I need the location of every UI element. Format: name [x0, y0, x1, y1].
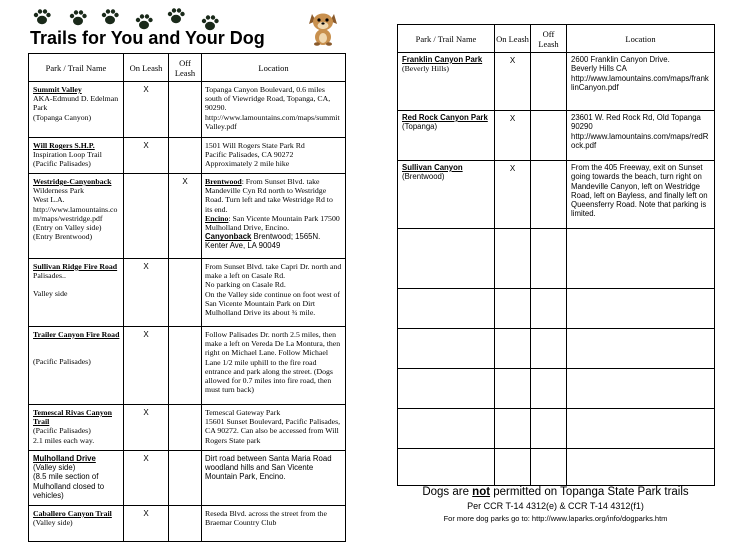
location-text: On the Valley side continue on foot west of San Vicente Mountain Park on Dirt Mulholland Drive its about ¾ mile. — [205, 289, 340, 318]
column-header-location: Location — [202, 54, 346, 82]
page-title: Trails for You and Your Dog — [30, 28, 265, 48]
location-cell — [202, 506, 346, 542]
empty-table-row — [398, 229, 715, 289]
trail-name-cell — [29, 405, 124, 451]
map-url: http://www.lamountains.com/maps/summitValley.pdf — [205, 112, 340, 131]
table-row — [29, 174, 346, 259]
table-row — [398, 53, 715, 111]
column-header-location: Location — [567, 25, 715, 53]
dog-cartoon-icon — [306, 8, 340, 46]
trail-name-cell — [398, 53, 495, 111]
location-text: Approximately 2 mile hike — [205, 159, 290, 169]
empty-table-row — [398, 369, 715, 409]
trail-detail: (8.5 mile section of Mulholland closed to vehicles) — [33, 472, 105, 500]
trail-detail: (Pacific Palisades) — [33, 357, 91, 367]
column-header-on-leash: On Leash — [495, 25, 531, 53]
table-row — [29, 138, 346, 174]
column-header-name: Park / Trail Name — [29, 54, 124, 82]
topanga-notice: Dogs are not permitted on Topanga State Park trails — [422, 486, 689, 498]
location-canyonback: Canyonback Brentwood; 1565N. Kenter Ave, LA 90049 — [205, 232, 321, 251]
on-leash-cell: X — [124, 451, 169, 506]
trail-name-cell — [29, 259, 124, 327]
off-leash-cell — [169, 138, 202, 174]
trail-detail: (Pacific Palisades) — [33, 426, 91, 436]
trail-detail: (Topanga) — [402, 122, 438, 132]
location-text: No parking on Casale Rd. — [205, 280, 286, 290]
empty-table-row — [398, 449, 715, 486]
map-url: http://www.lamountains.com/maps/westridge.pdf — [33, 204, 118, 223]
regulation-citation: Per CCR T-14 4312(e) & CCR T-14 4312(f1) — [467, 501, 644, 511]
location-cell — [202, 405, 346, 451]
table-row — [29, 405, 346, 451]
location-text: Beverly Hills CA — [571, 64, 627, 74]
off-leash-cell — [169, 451, 202, 506]
trail-name: Mulholland Drive — [33, 454, 96, 463]
off-leash-cell — [169, 259, 202, 327]
map-url: http://www.lamountains.com/maps/franklinCanyon.pdf — [571, 73, 709, 92]
trail-name: Trailer Canyon Fire Road — [33, 330, 120, 339]
on-leash-cell: X — [124, 405, 169, 451]
off-leash-cell — [169, 405, 202, 451]
location-cell — [202, 82, 346, 138]
table-header-row — [398, 25, 715, 53]
trail-detail: Wilderness Park — [33, 186, 85, 196]
location-text: Temescal Gateway Park — [205, 408, 281, 417]
on-leash-cell: X — [124, 82, 169, 138]
on-leash-cell: X — [495, 161, 531, 229]
off-leash-cell: X — [169, 174, 202, 259]
empty-table-row — [398, 409, 715, 449]
on-leash-cell: X — [124, 327, 169, 405]
location-text: Follow Palisades Dr. north 2.5 miles, then make a left on Vereda De La Montura, then right on Michael Lane. Follow Michael Lane 1/2 mile uphill to the fire road entrance and park along the street. (Dogs allowed for 0.7 miles into fire road, then must turn back) — [205, 330, 341, 395]
column-header-off-leash: Off Leash — [169, 54, 202, 82]
on-leash-cell: X — [124, 506, 169, 542]
trail-name: Franklin Canyon Park — [402, 55, 483, 64]
trail-name: Will Rogers S.H.P. — [33, 141, 95, 150]
location-encino: Encino: San Vicente Mountain Park 17500 Mulholland Drive, Encino. — [205, 213, 340, 233]
more-dog-parks-link: For more dog parks go to: http://www.laparks.org/info/dogparks.htm — [443, 514, 668, 523]
trail-name: Summit Valley — [33, 85, 82, 94]
location-text: 2600 Franklin Canyon Drive. — [571, 55, 670, 64]
off-leash-cell — [531, 53, 567, 111]
trail-name-cell — [29, 327, 124, 405]
location-text: From the 405 Freeway, exit on Sunset going towards the beach, turn right on Mandeville Canyon, left on Westridge Road, left on Bayless, and finally left on Queensferry Road. Note that parking is limited. — [571, 163, 708, 219]
left-trails-table — [28, 53, 346, 542]
column-header-off-leash: Off Leash — [531, 25, 567, 53]
right-trails-table — [397, 24, 715, 486]
off-leash-cell — [531, 161, 567, 229]
trail-detail: (Entry on Valley side) — [33, 223, 102, 233]
location-cell — [202, 259, 346, 327]
trail-detail: AKA-Edmund D. Edelman Park — [33, 94, 119, 113]
location-cell — [202, 138, 346, 174]
trail-detail: (Entry Brentwood) — [33, 232, 93, 242]
trail-name: Temescal Rivas Canyon Trail — [33, 408, 112, 427]
location-text: 15601 Sunset Boulevard, Pacific Palisades, CA 90272. Can also be accessed from Will Rogers State park — [205, 417, 341, 445]
trail-name-cell — [29, 451, 124, 506]
table-row — [29, 259, 346, 327]
location-text: Dirt road between Santa Maria Road woodland hills and San Vicente Mountain Park, Encino. — [205, 454, 332, 482]
table-row — [29, 451, 346, 506]
trail-detail: (Brentwood) — [402, 172, 445, 182]
trail-name-cell — [29, 506, 124, 542]
on-leash-cell — [124, 174, 169, 259]
location-cell — [202, 327, 346, 405]
trail-detail: Valley side — [33, 289, 68, 299]
trail-name-cell — [398, 111, 495, 161]
on-leash-cell: X — [124, 138, 169, 174]
paw-print-icon — [166, 7, 186, 25]
location-brentwood: Brentwood: From Sunset Blvd. take Mandeville Cyn Rd north to Westridge Road. Turn left and take Westridge Rd to its end. — [205, 177, 333, 214]
location-text: 1501 Will Rogers State Park Rd — [205, 141, 305, 150]
location-text: Topanga Canyon Boulevard, 0.6 miles south of Viewridge Road, Topanga, CA, 90290. — [205, 85, 331, 113]
trail-detail: West L.A. — [33, 195, 65, 205]
paw-print-icon — [68, 9, 88, 27]
table-row — [398, 111, 715, 161]
table-row — [398, 161, 715, 229]
trail-name: Westridge-Canyonback — [33, 177, 112, 186]
off-leash-cell — [169, 327, 202, 405]
trail-detail: (Valley side) — [33, 463, 76, 473]
on-leash-cell: X — [124, 259, 169, 327]
trail-name-cell — [29, 138, 124, 174]
table-header-row — [29, 54, 346, 82]
trail-detail: (Pacific Palisades) — [33, 159, 91, 169]
off-leash-cell — [169, 506, 202, 542]
trail-name-cell — [29, 82, 124, 138]
location-text: Reseda Blvd. across the street from the Braemar Country Club — [205, 509, 327, 528]
location-cell — [567, 53, 715, 111]
location-cell — [202, 174, 346, 259]
trail-detail — [33, 339, 120, 357]
empty-table-row — [398, 329, 715, 369]
location-text: Pacific Palisades, CA 90272 — [205, 150, 294, 160]
paw-print-icon — [100, 8, 120, 26]
trail-name: Red Rock Canyon Park — [402, 113, 488, 122]
trail-detail: (Beverly Hills) — [402, 64, 449, 74]
paw-print-icon — [32, 8, 52, 26]
table-row — [29, 506, 346, 542]
trail-detail: Palisades.. — [33, 271, 66, 281]
trail-detail: (Valley side) — [33, 518, 73, 528]
location-cell — [202, 451, 346, 506]
map-url: http://www.lamountains.com/maps/redRock.pdf — [571, 131, 709, 150]
trail-name-cell — [398, 161, 495, 229]
column-header-name: Park / Trail Name — [398, 25, 495, 53]
trail-detail: Inspiration Loop Trail — [33, 150, 102, 160]
location-text: 23601 W. Red Rock Rd, Old Topanga 90290 — [571, 113, 701, 132]
trail-name: Sullivan Ridge Fire Road — [33, 262, 118, 271]
location-text: From Sunset Blvd. take Capri Dr. north and make a left on Casale Rd. — [205, 262, 342, 281]
trail-name: Caballero Canyon Trail — [33, 509, 112, 518]
table-row — [29, 327, 346, 405]
trail-detail: (Topanga Canyon) — [33, 112, 92, 122]
empty-table-row — [398, 289, 715, 329]
location-cell — [567, 111, 715, 161]
on-leash-cell: X — [495, 53, 531, 111]
trail-name: Sullivan Canyon — [402, 163, 463, 172]
off-leash-cell — [169, 82, 202, 138]
column-header-on-leash: On Leash — [124, 54, 169, 82]
trail-name-cell — [29, 174, 124, 259]
off-leash-cell — [531, 111, 567, 161]
trail-detail: 2.1 miles each way. — [33, 435, 95, 445]
location-cell — [567, 161, 715, 229]
table-row — [29, 82, 346, 138]
trail-detail — [33, 280, 120, 289]
on-leash-cell: X — [495, 111, 531, 161]
